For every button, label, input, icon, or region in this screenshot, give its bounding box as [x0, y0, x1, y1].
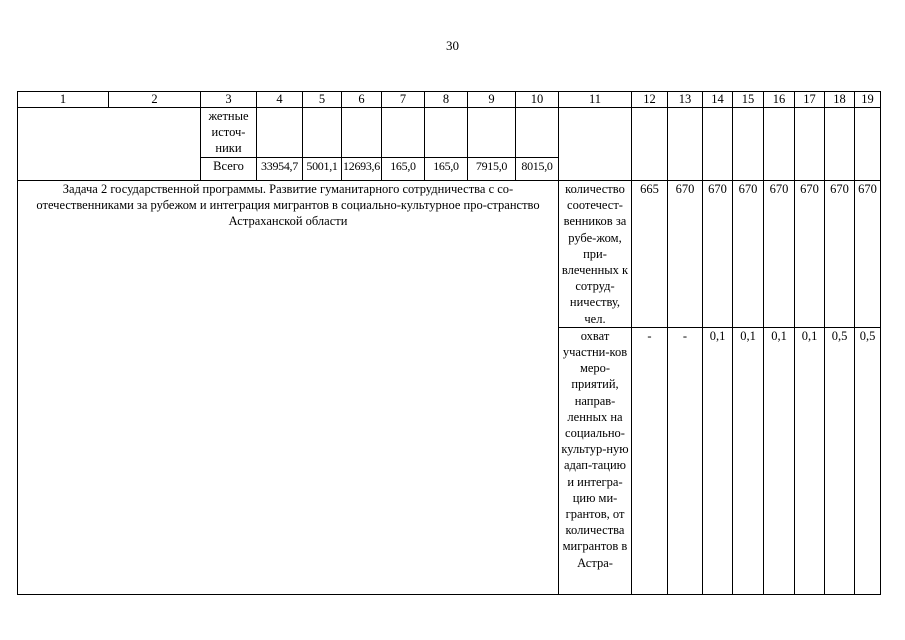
task-description: Задача 2 государственной программы. Развитие гуманитарного сотрудничества с со-отечественниками за рубежом и интеграция мигрантов в социально-культурное про-странство Астраханской области	[18, 181, 559, 595]
column-number: 2	[109, 92, 201, 108]
empty-cell	[342, 108, 382, 158]
empty-cell	[559, 108, 632, 181]
total-value: 5001,1	[303, 158, 342, 181]
column-number: 13	[668, 92, 703, 108]
indicator-value: 0,5	[825, 327, 855, 594]
total-label: Всего	[201, 158, 257, 181]
empty-cell	[795, 108, 825, 181]
column-number: 6	[342, 92, 382, 108]
column-number: 15	[733, 92, 764, 108]
funding-source-label: жетные источ-ники	[201, 108, 257, 158]
column-number: 5	[303, 92, 342, 108]
empty-cell	[382, 108, 425, 158]
empty-cell	[733, 108, 764, 181]
page-number: 30	[446, 38, 459, 53]
indicator-value: -	[632, 327, 668, 594]
column-number: 3	[201, 92, 257, 108]
indicator-value: 670	[733, 181, 764, 328]
indicator-value: 665	[632, 181, 668, 328]
empty-cell	[825, 108, 855, 181]
indicator-value: 0,1	[795, 327, 825, 594]
total-value: 33954,7	[257, 158, 303, 181]
column-number: 19	[855, 92, 881, 108]
empty-cell	[425, 108, 468, 158]
column-number: 11	[559, 92, 632, 108]
program-table	[17, 91, 881, 595]
column-number: 8	[425, 92, 468, 108]
total-value: 8015,0	[516, 158, 559, 181]
empty-cell	[303, 108, 342, 158]
empty-cell	[257, 108, 303, 158]
column-number: 9	[468, 92, 516, 108]
total-value: 165,0	[382, 158, 425, 181]
column-number-row	[18, 92, 881, 108]
funding-source-row	[18, 108, 881, 158]
indicator-value: 670	[795, 181, 825, 328]
empty-cell	[703, 108, 733, 181]
empty-cell	[764, 108, 795, 181]
total-value: 165,0	[425, 158, 468, 181]
column-number: 14	[703, 92, 733, 108]
indicator-value: 0,1	[733, 327, 764, 594]
indicator-row	[18, 181, 881, 328]
indicator-value: 670	[825, 181, 855, 328]
indicator-value: 0,1	[703, 327, 733, 594]
empty-cell	[18, 108, 201, 181]
indicator-name: количество соотечест-венников за рубе-жом, при-влеченных к сотруд-ничеству, чел.	[559, 181, 632, 328]
empty-cell	[668, 108, 703, 181]
column-number: 16	[764, 92, 795, 108]
empty-cell	[632, 108, 668, 181]
indicator-value: -	[668, 327, 703, 594]
indicator-name: охват участни-ков меро-приятий, направ-ленных на социально-культур-ную адап-тацию и интегра-цию ми-грантов, от количества мигрантов в Астра-	[559, 327, 632, 594]
indicator-value: 0,1	[764, 327, 795, 594]
column-number: 12	[632, 92, 668, 108]
indicator-value: 670	[703, 181, 733, 328]
indicator-value: 0,5	[855, 327, 881, 594]
column-number: 4	[257, 92, 303, 108]
indicator-value: 670	[764, 181, 795, 328]
column-number: 17	[795, 92, 825, 108]
indicator-value: 670	[855, 181, 881, 328]
total-value: 12693,6	[342, 158, 382, 181]
empty-cell	[516, 108, 559, 158]
column-number: 7	[382, 92, 425, 108]
empty-cell	[468, 108, 516, 158]
column-number: 1	[18, 92, 109, 108]
total-value: 7915,0	[468, 158, 516, 181]
empty-cell	[855, 108, 881, 181]
indicator-value: 670	[668, 181, 703, 328]
column-number: 18	[825, 92, 855, 108]
column-number: 10	[516, 92, 559, 108]
